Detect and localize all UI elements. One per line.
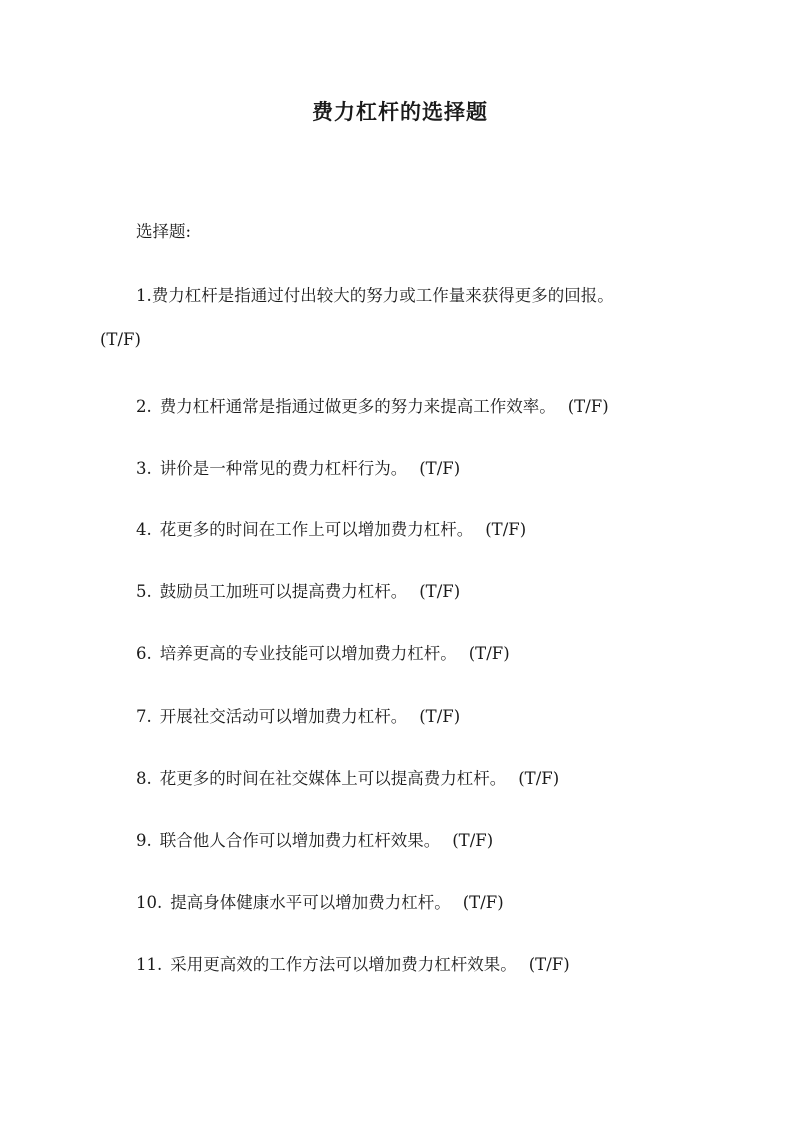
question-number: 8. <box>136 769 152 788</box>
question-5 <box>136 578 460 602</box>
question-text: 联合他人合作可以增加费力杠杆效果。 <box>159 831 441 850</box>
question-9 <box>136 827 493 851</box>
question-number: 3. <box>136 459 152 478</box>
true-false-mark: (T/F) <box>419 459 461 478</box>
question-10 <box>136 889 504 913</box>
question-number: 9. <box>136 831 152 850</box>
question-6 <box>136 640 510 664</box>
question-text: 费力杠杆通常是指通过做更多的努力来提高工作效率。 <box>159 397 556 416</box>
question-number: 6. <box>136 644 152 663</box>
question-text: 采用更高效的工作方法可以增加费力杠杆效果。 <box>170 955 517 974</box>
question-1-mark-line <box>100 330 141 349</box>
question-text: 费力杠杆是指通过付出较大的努力或工作量来获得更多的回报。 <box>151 286 614 305</box>
true-false-mark: (T/F) <box>100 330 141 349</box>
true-false-mark: (T/F) <box>462 893 504 912</box>
question-7 <box>136 703 460 727</box>
question-number: 1. <box>136 286 152 305</box>
question-1 <box>136 282 614 306</box>
true-false-mark: (T/F) <box>528 955 570 974</box>
question-text: 讲价是一种常见的费力杠杆行为。 <box>159 459 408 478</box>
question-8 <box>136 765 559 789</box>
question-number: 5. <box>136 582 152 601</box>
section-label: 选择题: <box>136 222 192 241</box>
question-number: 4. <box>136 520 152 539</box>
question-3 <box>136 455 460 479</box>
true-false-mark: (T/F) <box>419 582 461 601</box>
question-4 <box>136 516 526 540</box>
question-text: 鼓励员工加班可以提高费力杠杆。 <box>159 582 408 601</box>
question-number: 10. <box>136 893 163 912</box>
question-text: 开展社交活动可以增加费力杠杆。 <box>159 707 408 726</box>
true-false-mark: (T/F) <box>452 831 494 850</box>
question-text: 花更多的时间在工作上可以增加费力杠杆。 <box>159 520 474 539</box>
true-false-mark: (T/F) <box>468 644 510 663</box>
question-text: 提高身体健康水平可以增加费力杠杆。 <box>170 893 451 912</box>
question-11 <box>136 951 570 975</box>
question-2 <box>136 393 609 417</box>
document-title: 费力杠杆的选择题 <box>312 99 488 124</box>
true-false-mark: (T/F) <box>485 520 527 539</box>
question-number: 11. <box>136 955 163 974</box>
question-text: 花更多的时间在社交媒体上可以提高费力杠杆。 <box>159 769 507 788</box>
true-false-mark: (T/F) <box>518 769 560 788</box>
true-false-mark: (T/F) <box>419 707 461 726</box>
true-false-mark: (T/F) <box>567 397 609 416</box>
question-number: 7. <box>136 707 152 726</box>
question-text: 培养更高的专业技能可以增加费力杠杆。 <box>159 644 457 663</box>
question-number: 2. <box>136 397 152 416</box>
